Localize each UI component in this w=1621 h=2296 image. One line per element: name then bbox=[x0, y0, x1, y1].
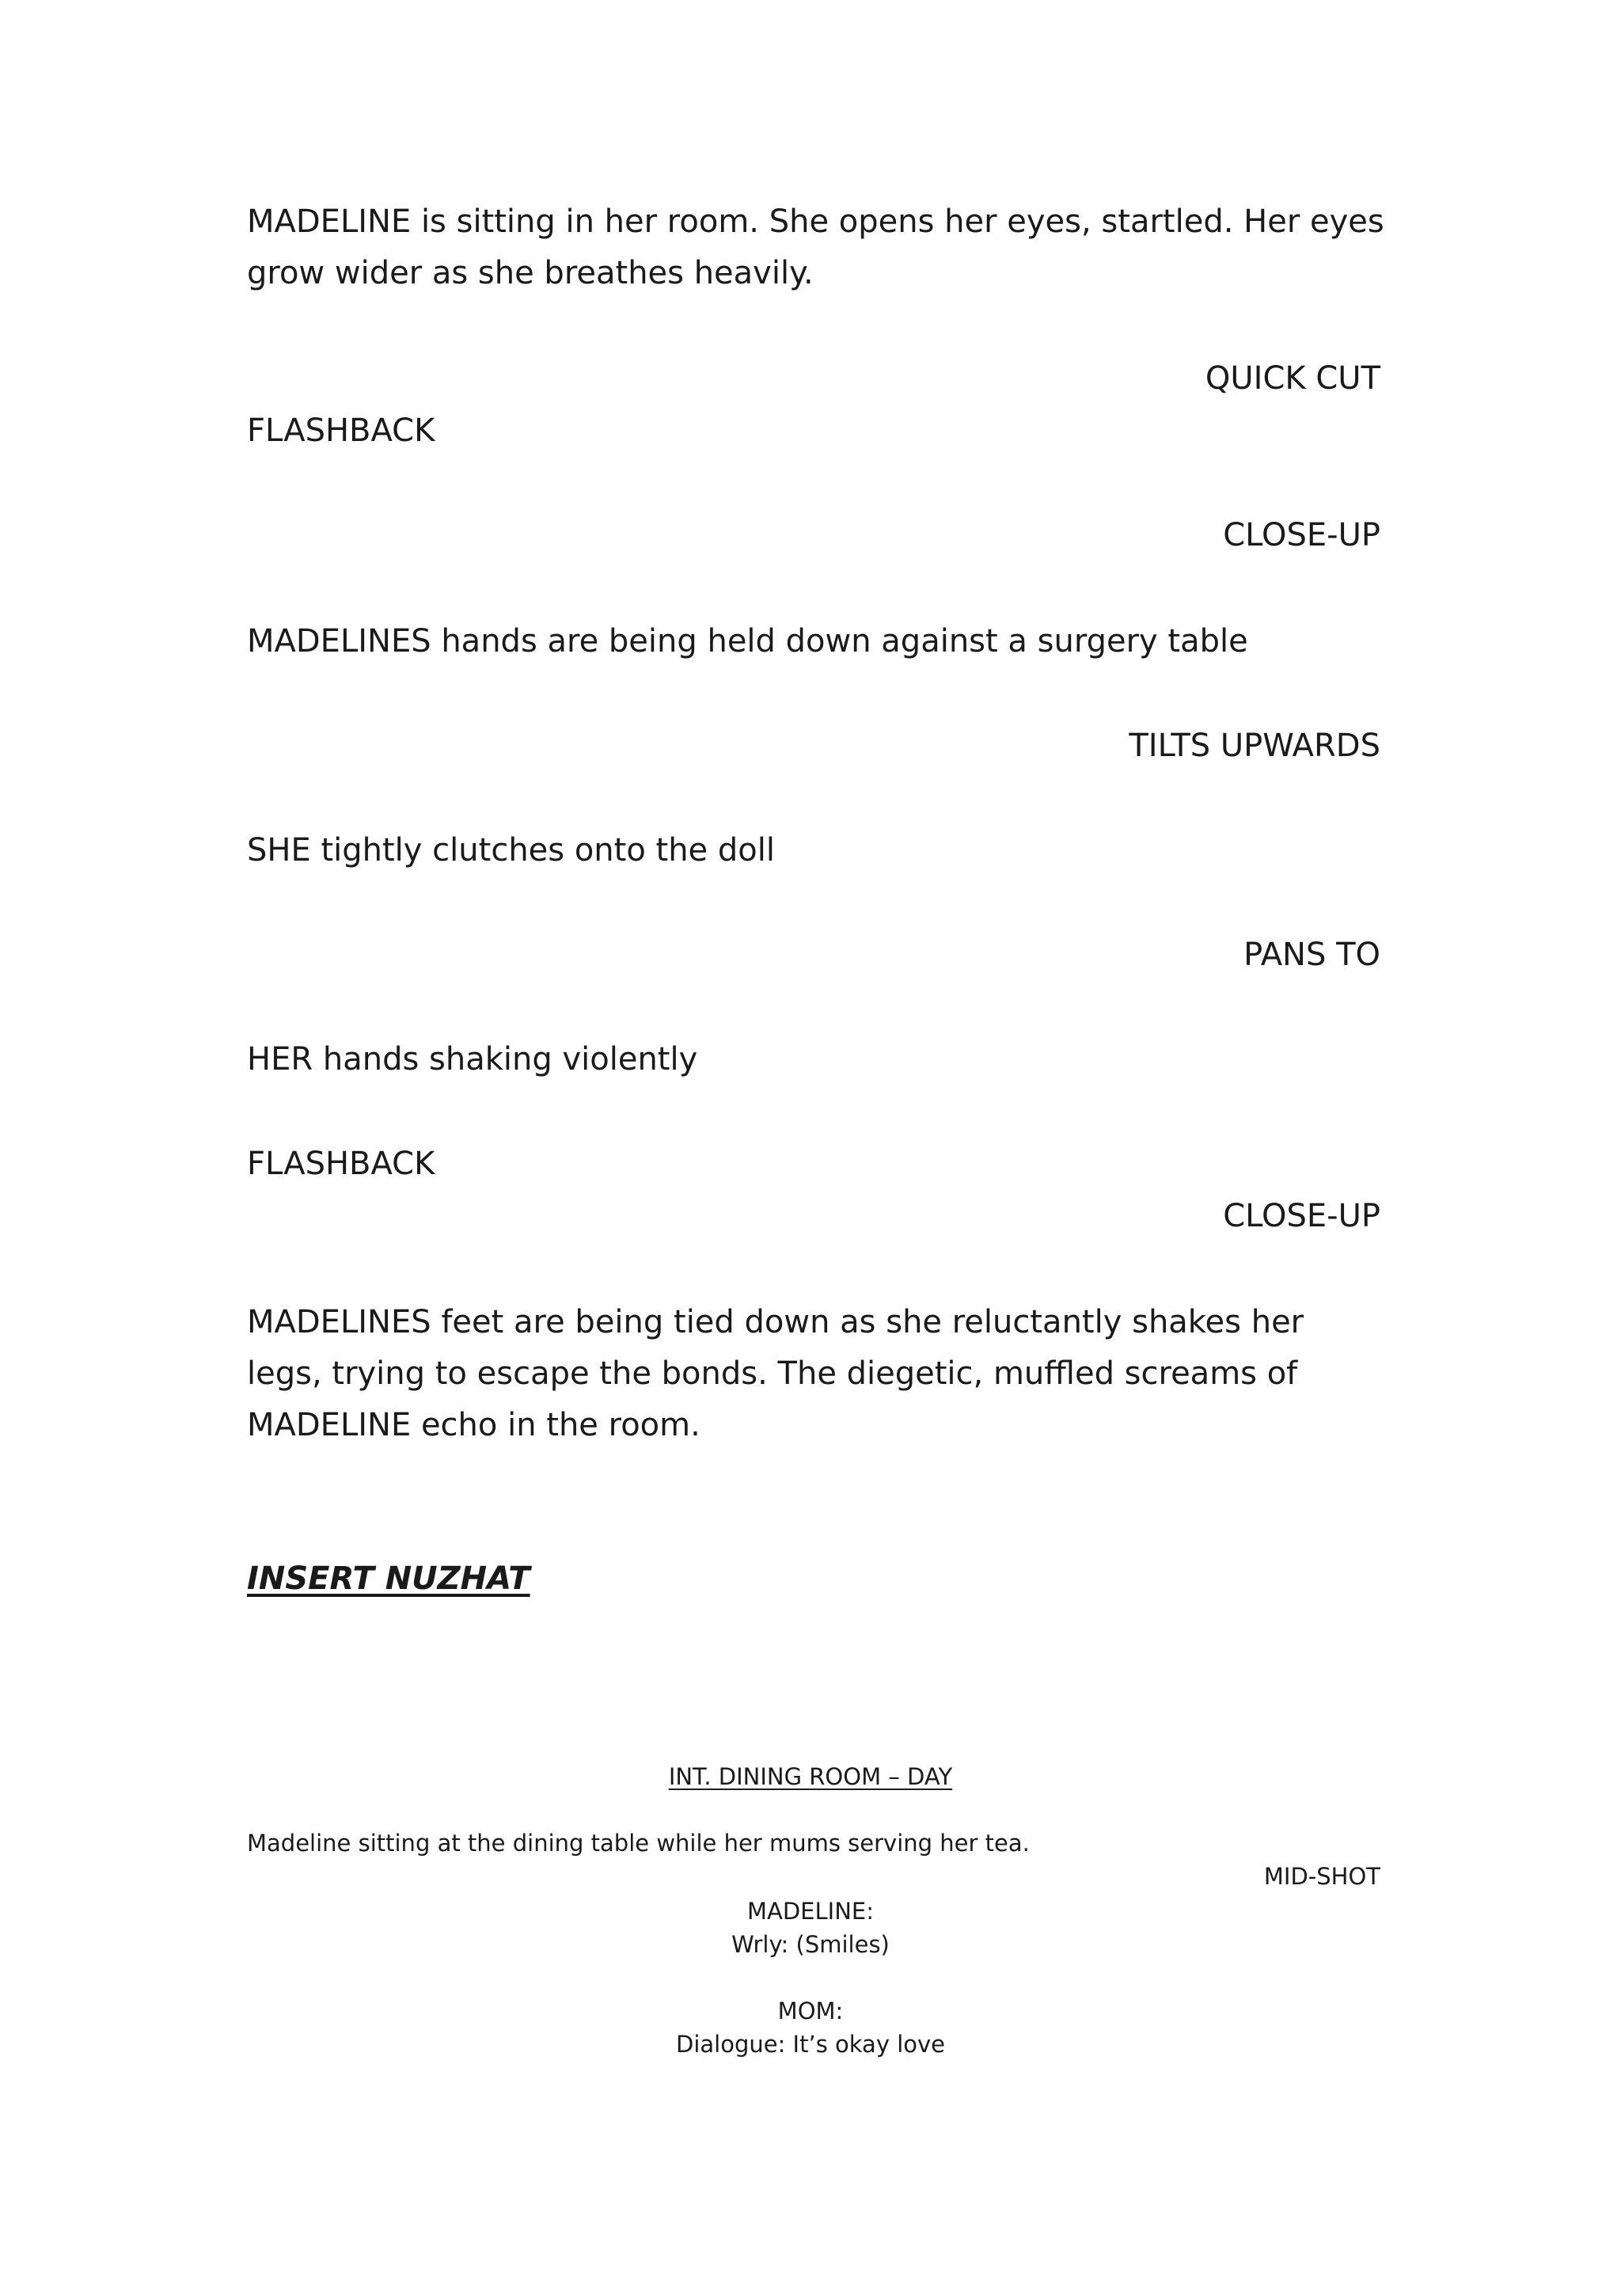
action-line: Madeline sitting at the dining table while her mums serving her tea. bbox=[247, 1830, 1030, 1857]
scene-heading: INT. DINING ROOM – DAY bbox=[668, 1763, 953, 1790]
shot-tilts-upwards: TILTS UPWARDS bbox=[1129, 728, 1380, 764]
character-name: MOM: bbox=[777, 1998, 844, 2024]
insert-label: INSERT NUZHAT bbox=[247, 1560, 530, 1597]
shot-mid-shot: MID-SHOT bbox=[1263, 1863, 1380, 1890]
scene-flashback: FLASHBACK bbox=[247, 1146, 435, 1182]
transition-quick-cut: QUICK CUT bbox=[1205, 360, 1380, 397]
shot-pans-to: PANS TO bbox=[1243, 937, 1380, 973]
action-line: MADELINES hands are being held down against a surgery table bbox=[247, 623, 1248, 660]
dialogue-line: Wrly: (Smiles) bbox=[731, 1931, 890, 1958]
action-paragraph: MADELINE is sitting in her room. She opens her eyes, startled. Her eyes grow wider as she breathes heavily. bbox=[247, 203, 1384, 291]
shot-close-up: CLOSE-UP bbox=[1223, 1198, 1380, 1234]
action-line: HER hands shaking violently bbox=[247, 1041, 698, 1078]
action-paragraph: MADELINES feet are being tied down as she reluctantly shakes her legs, trying to escape the bonds. The diegetic, muffled screams of MADELINE echo in the room. bbox=[247, 1304, 1304, 1443]
scene-flashback: FLASHBACK bbox=[247, 412, 435, 449]
shot-close-up: CLOSE-UP bbox=[1223, 517, 1380, 553]
character-name: MADELINE: bbox=[746, 1898, 874, 1925]
action-line: SHE tightly clutches onto the doll bbox=[247, 832, 775, 869]
dialogue-line: Dialogue: It’s okay love bbox=[675, 2031, 946, 2058]
